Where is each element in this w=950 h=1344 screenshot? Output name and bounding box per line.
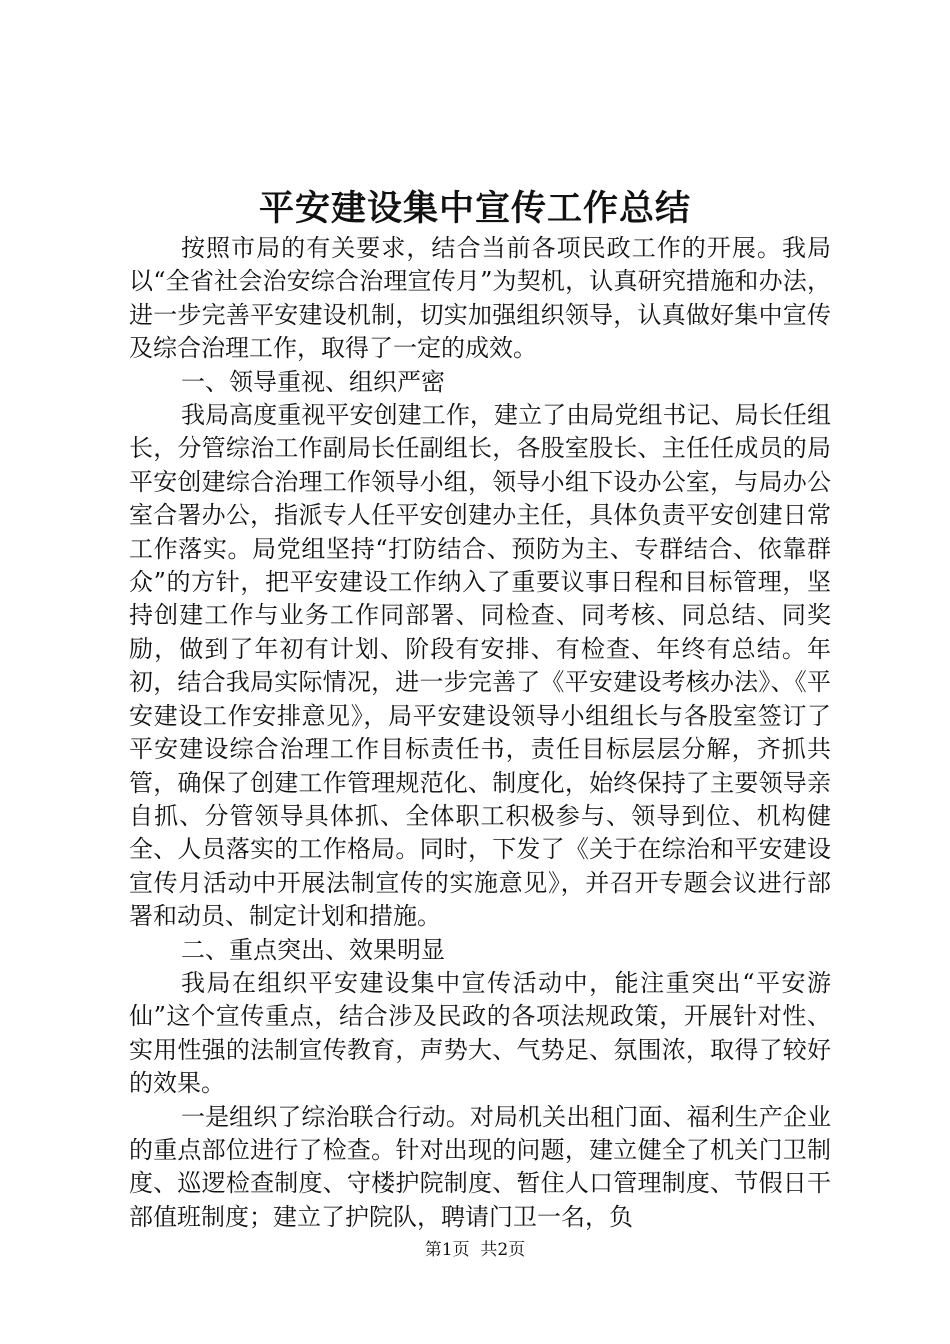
paragraph-section-2: 我局在组织平安建设集中宣传活动中，能注重突出“平安游仙”这个宣传重点，结合涉及民政的各项法规政策，开展针对性、实用性强的法制宣传教育，声势大、气势足、氛围浓，取得了较好的效果。 (129, 968, 831, 1098)
page-footer (0, 1238, 950, 1262)
document-title: 平安建设集中宣传工作总结 (258, 188, 691, 229)
document-body (129, 232, 831, 1234)
page-number: 第1页 共2页 (424, 1240, 526, 1260)
section-heading-2: 二、重点突出、效果明显 (181, 935, 445, 964)
section-heading-1: 一、领导重视、组织严密 (181, 367, 445, 396)
paragraph-intro: 按照市局的有关要求，结合当前各项民政工作的开展。我局以“全省社会治安综合治理宣传月”为契机，认真研究措施和办法，进一步完善平安建设机制，切实加强组织领导，认真做好集中宣传及综合治理工作，取得了一定的成效。 (129, 234, 831, 363)
paragraph-section-1: 我局高度重视平安创建工作，建立了由局党组书记、局长任组长，分管综治工作副局长任副组长，各股室股长、主任任成员的局平安创建综合治理工作领导小组，领导小组下设办公室，与局办公室合署办公，指派专人任平安创建办主任，具体负责平安创建日常工作落实。局党组坚持“打防结合、预防为主、专群结合、依靠群众”的方针，把平安建设工作纳入了重要议事日程和目标管理，坚持创建工作与业务工作同部署、同检查、同考核、同总结、同奖励，做到了年初有计划、阶段有安排、有检查、年终有总结。年初，结合我局实际情况，进一步完善了《平安建设考核办法》、《平安建设工作安排意见》，局平安建设领导小组组长与各股室签订了平安建设综合治理工作目标责任书，责任目标层层分解，齐抓共管，确保了创建工作管理规范化、制度化，始终保持了主要领导亲自抓、分管领导具体抓、全体职工积极参与、领导到位、机构健全、人员落实的工作格局。同时，下发了《关于在综治和平安建设宣传月活动中开展法制宣传的实施意见》，并召开专题会议进行部署和动员、制定计划和措施。 (129, 401, 831, 931)
paragraph-section-2-item-1: 一是组织了综治联合行动。对局机关出租门面、福利生产企业的重点部位进行了检查。针对出现的问题，建立健全了机关门卫制度、巡逻检查制度、守楼护院制度、暂住人口管理制度、节假日干部值班制度；建立了护院队，聘请门卫一名，负 (129, 1102, 831, 1231)
